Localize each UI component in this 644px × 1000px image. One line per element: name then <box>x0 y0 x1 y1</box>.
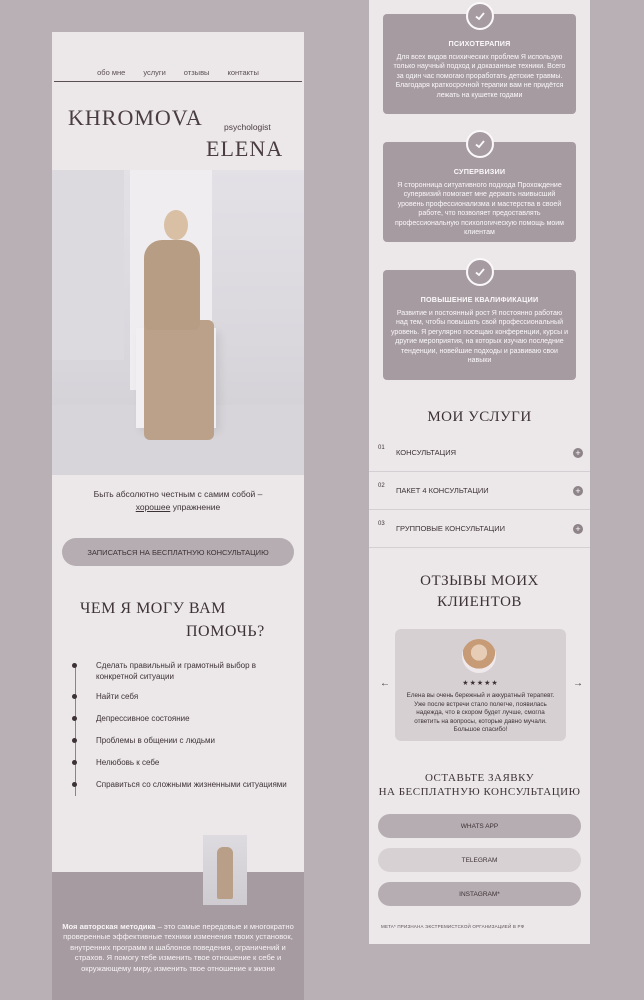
card-title: ПСИХОТЕРАПИЯ <box>448 39 511 48</box>
help-heading-line1: ЧЕМ Я МОГУ ВАМ <box>80 600 226 617</box>
landing-right-column <box>369 0 590 944</box>
card-body: Для всех видов психических проблем Я использую только научный подход и доказанные техники. Всего за один час помогаю проработать детские травмы. Благодаря краткосрочной терапии вам не придётся лежать на кушетке годами <box>393 54 566 99</box>
plus-icon[interactable]: + <box>573 524 583 534</box>
top-nav <box>52 68 304 77</box>
brand-last-name: KHROMOVA <box>68 105 203 130</box>
instagram-button[interactable]: INSTAGRAM* <box>378 882 581 906</box>
list-item: Депрессивное состояние <box>72 713 292 724</box>
plus-icon[interactable]: + <box>573 486 583 496</box>
quote-line2-rest: упражнение <box>170 502 221 512</box>
help-heading-line2: ПОМОЧЬ? <box>186 623 265 640</box>
avatar <box>462 639 496 673</box>
method-photo <box>203 835 247 905</box>
card-title: ПОВЫШЕНИЕ КВАЛИФИКАЦИИ <box>420 295 539 304</box>
landing-left-column <box>52 32 304 1000</box>
brand-first-name: ELENA <box>206 136 284 161</box>
bullet-icon <box>72 782 77 787</box>
review-next-arrow-icon[interactable]: → <box>573 678 583 689</box>
method-text: Моя авторская методика – это самые передовые и многократно проверенные эффективные техники изменения твоих установок, внутренних программ и шаблонов поведения, ограничений и страхов. Я помогу тебе изменить твое отношение к себе и окружающему миру, изменить твое отношение к жизни <box>62 922 294 973</box>
bullet-icon <box>72 694 77 699</box>
card-body: Развитие и постоянный рост Я постоянно работаю над тем, чтобы повышать свой профессиональный уровень. Я регулярно посещаю конференции, курсы и другие мероприятия, на которых изучаю последние тенденции, новейшие подходы и развиваю свои навыки <box>391 310 568 365</box>
bullet-icon <box>72 738 77 743</box>
card-body: Я сторонница ситуативного подхода Прохождение супервизий помогает мне держать наивысший уровень профессионализма и мастерства в своей работе, что позволяет предоставлять профессиональную психологическую помощь моим клиентам <box>394 182 564 237</box>
service-consultation[interactable]: 01 КОНСУЛЬТАЦИЯ + <box>369 434 590 472</box>
quote-underlined-word: хорошее <box>135 502 171 512</box>
nav-divider <box>54 81 302 82</box>
hero-photo <box>52 170 304 475</box>
review-text: Елена вы очень бережный и аккуратный терапевт. Уже после встречи стало полегче, появилась надежда, что в скором будет лучше, смогла ответить на вопросы, которые давно мучали. Большое спасибо! <box>406 692 555 734</box>
quote-line1: Быть абсолютно честным с самим собой – <box>93 489 263 499</box>
bullet-icon <box>72 663 77 668</box>
telegram-button[interactable]: TELEGRAM <box>378 848 581 872</box>
reviews-heading-line2: КЛИЕНТОВ <box>437 594 522 610</box>
review-prev-arrow-icon[interactable]: ← <box>380 678 390 689</box>
nav-reviews[interactable]: отзывы <box>183 68 210 77</box>
check-icon <box>466 130 494 158</box>
brand-role: psychologist <box>224 122 271 132</box>
list-item: Сделать правильный и грамотный выбор в конкретной ситуации <box>72 660 292 682</box>
bullet-icon <box>72 716 77 721</box>
method-section <box>52 872 304 1000</box>
plus-icon[interactable]: + <box>573 448 583 458</box>
nav-services[interactable]: услуги <box>143 68 166 77</box>
check-icon <box>466 258 494 286</box>
list-item: Справиться со сложными жизненными ситуациями <box>72 779 292 790</box>
card-supervision <box>383 142 576 242</box>
list-item: Проблемы в общении с людьми <box>72 735 292 746</box>
hero-quote <box>52 488 304 514</box>
whatsapp-button[interactable]: WHATS APP <box>378 814 581 838</box>
nav-about[interactable]: обо мне <box>97 68 126 77</box>
request-heading-line2: НА БЕСПЛАТНУЮ КОНСУЛЬТАЦИЮ <box>378 786 581 798</box>
services-heading: МОИ УСЛУГИ <box>427 409 532 425</box>
card-qualification <box>383 270 576 380</box>
list-item: Найти себя <box>72 691 292 702</box>
help-list <box>72 660 292 790</box>
service-group[interactable]: 03 ГРУППОВЫЕ КОНСУЛЬТАЦИИ + <box>369 510 590 548</box>
card-title: СУПЕРВИЗИИ <box>453 167 506 176</box>
free-consultation-button[interactable]: ЗАПИСАТЬСЯ НА БЕСПЛАТНУЮ КОНСУЛЬТАЦИЮ <box>62 538 294 566</box>
footnote: META* ПРИЗНАНА ЭКСТРЕМИСТСКОЙ ОРГАНИЗАЦИЕЙ В РФ <box>381 924 525 929</box>
list-item: Нелюбовь к себе <box>72 757 292 768</box>
service-package[interactable]: 02 ПАКЕТ 4 КОНСУЛЬТАЦИИ + <box>369 472 590 510</box>
bullet-icon <box>72 760 77 765</box>
reviews-heading-line1: ОТЗЫВЫ МОИХ <box>420 573 539 589</box>
card-psychotherapy <box>383 14 576 114</box>
request-heading-line1: ОСТАВЬТЕ ЗАЯВКУ <box>424 772 535 784</box>
check-icon <box>466 2 494 30</box>
review-card <box>395 629 566 741</box>
nav-contacts[interactable]: контакты <box>227 68 259 77</box>
star-rating: ★★★★★ <box>462 680 499 687</box>
